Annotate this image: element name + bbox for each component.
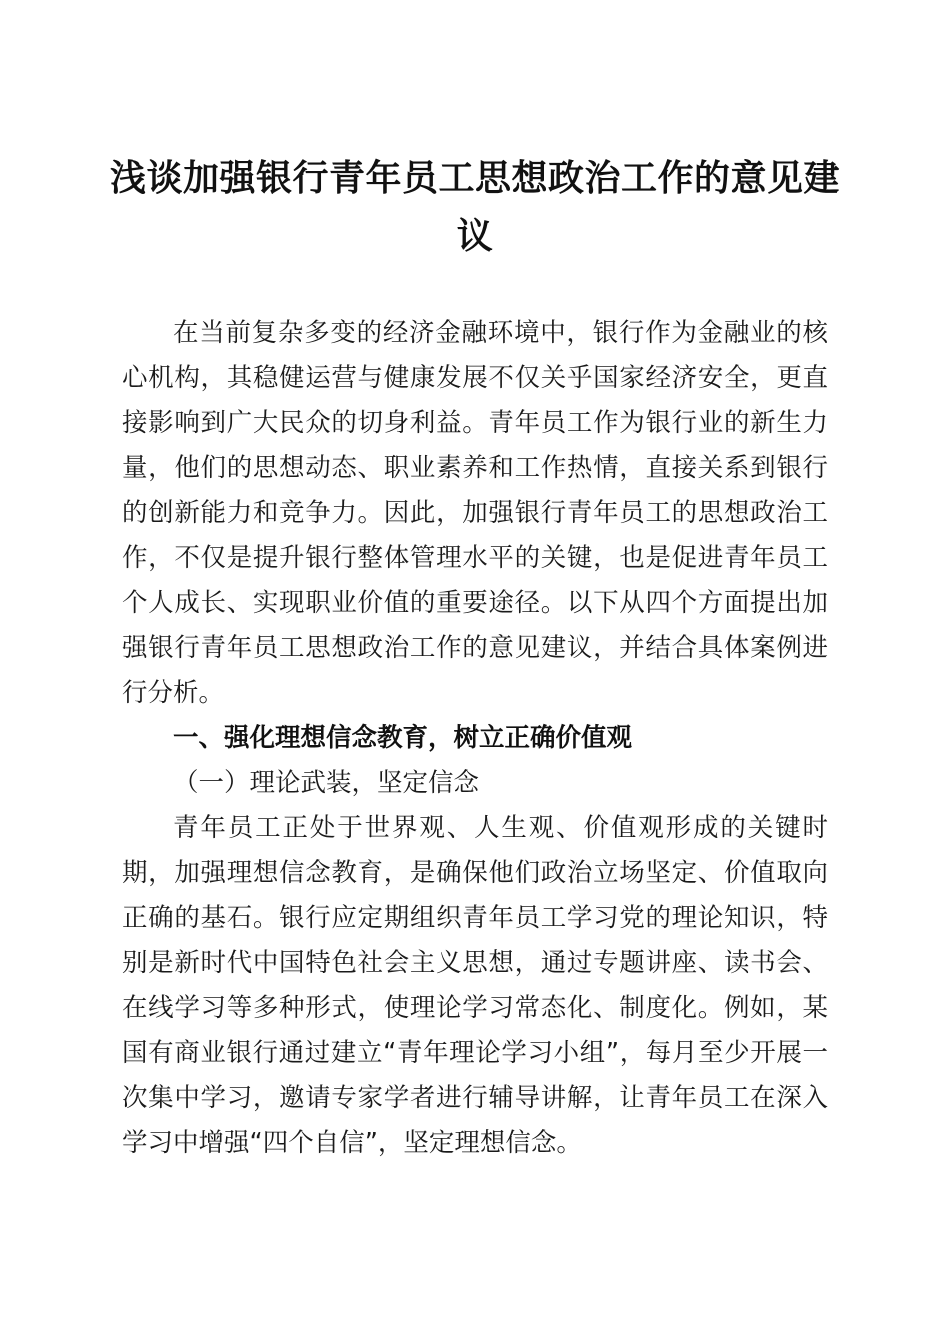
section-heading: 一、强化理想信念教育，树立正确价值观 [173,723,633,753]
intro-paragraph: 在当前复杂多变的经济金融环境中，银行作为金融业的核心机构，其稳健运营与健康发展不仅关乎国家经济安全，更直接影响到广大民众的切身利益。青年员工作为银行业的新生力量，他们的思想动态、职业素养和工作热情，直接关系到银行的创新能力和竞争力。因此，加强银行青年员工的思想政治工作，不仅是提升银行整体管理水平的关键，也是促进青年员工个人成长、实现职业价值的重要途径。以下从四个方面提出加强银行青年员工思想政治工作的意见建议，并结合具体案例进行分析。 [122,318,828,708]
subsection-heading: （一）理论武装，坚定信念 [173,768,480,798]
subsection-paragraph: 青年员工正处于世界观、人生观、价值观形成的关键时期，加强理想信念教育，是确保他们政治立场坚定、价值取向正确的基石。银行应定期组织青年员工学习党的理论知识，特别是新时代中国特色社会主义思想，通过专题讲座、读书会、在线学习等多种形式，使理论学习常态化、制度化。例如，某国有商业银行通过建立“青年理论学习小组”，每月至少开展一次集中学习，邀请专家学者进行辅导讲解，让青年员工在深入学习中增强“四个自信”，坚定理想信念。 [122,813,828,1158]
document-title: 浅谈加强银行青年员工思想政治工作的意见建议 [110,158,841,257]
document-body [122,311,828,1166]
